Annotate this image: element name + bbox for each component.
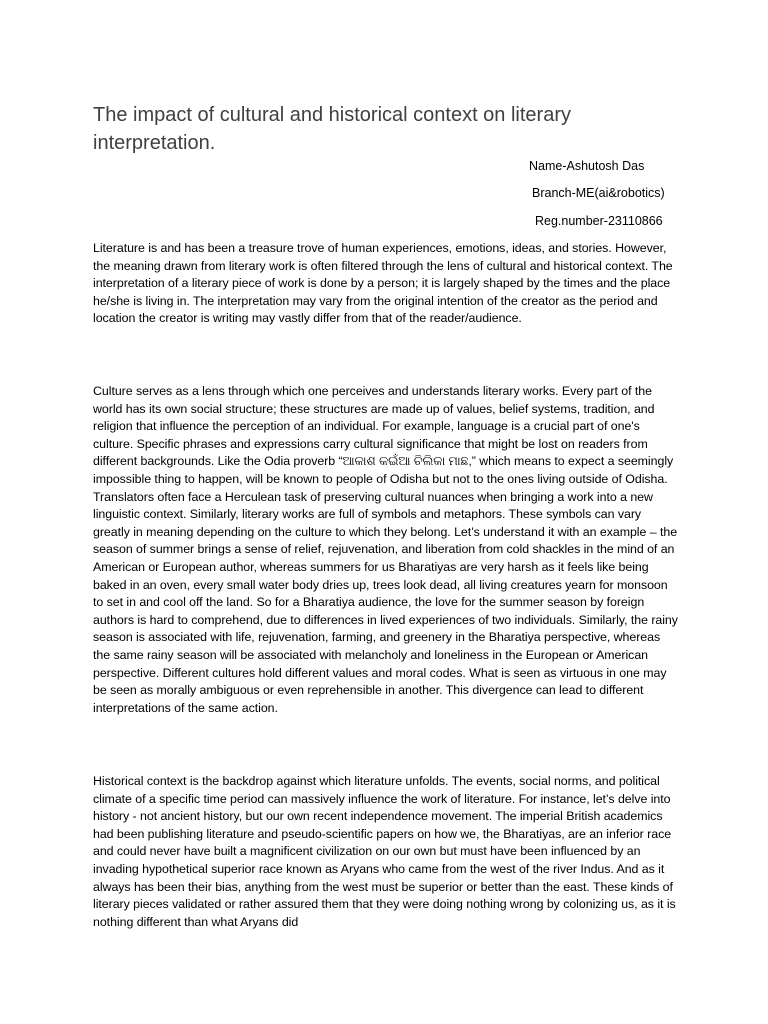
paragraph-introduction: Literature is and has been a treasure trove of human experiences, emotions, ideas, and stories. However, the meaning drawn from literary work is often filtered through the lens of cultural and historical context. The interpretation of a literary piece of work is done by a person; it is largely shaped by the times and the place he/she is living in. The interpretation may vary from the original intention of the creator as the period and location the creator is writing may vastly differ from that of the reader/audience. — [93, 241, 673, 326]
author-name: Name-Ashutosh Das — [529, 159, 645, 173]
paragraph-culture: Culture serves as a lens through which one perceives and understands literary works. Every part of the world has its own social structure; these structures are made up of values, belief systems, tradition, and religion that influence the perception of an individual. For example, language is a crucial part of one's culture. Specific phrases and expressions carry cultural significance that might be lost on readers from different backgrounds. Like the Odia proverb “ଆକାଶ କଇଁଆ ଚିଲିକା ମାଛ,” which means to expect a seemingly impossible thing to happen, will be known to people of Odisha but not to the ones living outside of Odisha. Translators often face a Herculean task of preserving cultural nuances when bringing a work into a new linguistic context. Similarly, literary works are full of symbols and metaphors. These symbols can vary greatly in meaning depending on the culture to which they belong. Let’s understand it with an example – the season of summer brings a sense of relief, rejuvenation, and liberation from cold shackles in the mind of an American or European author, whereas summers for us Bharatiyas are very harsh as it feels like being baked in an oven, every small water body dries up, trees look dead, all living creatures yearn for monsoon to set in and cool off the land. So for a Bharatiya audience, the love for the summer season by foreign authors is hard to comprehend, due to differences in lived experiences of two individuals. Similarly, the rainy season is associated with life, rejuvenation, farming, and greenery in the Bharatiya perspective, whereas the same rainy season will be associated with melancholy and loneliness in the European or American perspective. Different cultures hold different values and moral codes. What is seen as virtuous in one may be seen as morally ambiguous or even reprehensible in another. This divergence can lead to different interpretations of the same action. — [93, 384, 678, 715]
paragraph-history: Historical context is the backdrop against which literature unfolds. The events, social norms, and political climate of a specific time period can massively influence the work of literature. For instance, let’s delve into history - not ancient history, but our own recent independence movement. The imperial British academics had been publishing literature and pseudo-scientific papers on how we, the Bharatiyas, are an inferior race and could never have built a magnificent civilization on our own but must have been influenced by an invading hypothetical superior race known as Aryans who came from the west of the river Indus. And as it always has been their bias, anything from the west must be superior or better than the east. These kinds of literary pieces validated or rather assured them that they were doing nothing wrong by colonizing us, as it is nothing different than what Aryans did — [93, 774, 676, 929]
author-branch: Branch-ME(ai&robotics) — [532, 186, 665, 200]
document-title: The impact of cultural and historical context on literary interpretation. — [93, 104, 571, 154]
author-reg-number: Reg.number-23110866 — [535, 214, 663, 228]
